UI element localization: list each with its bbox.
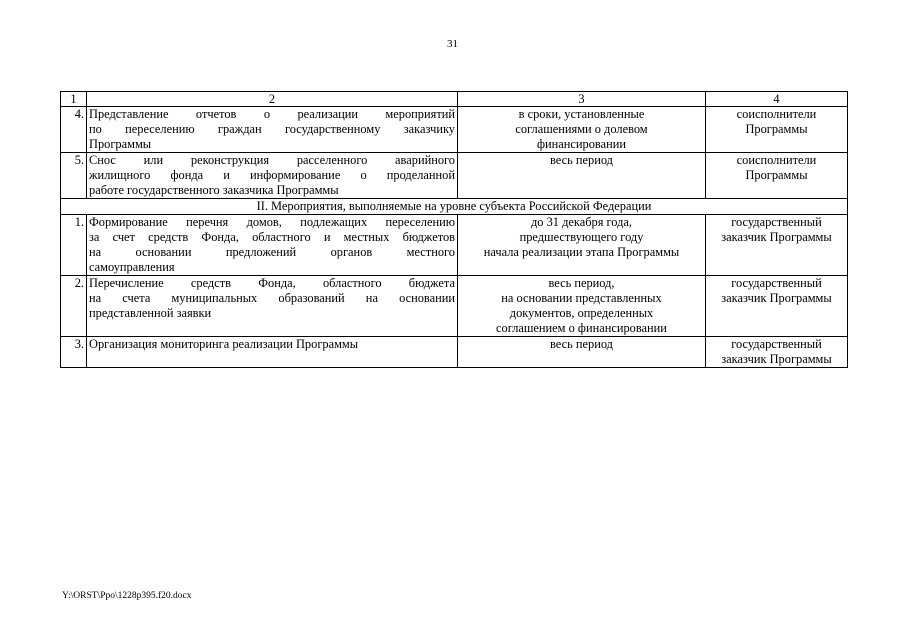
period-line: в сроки, установленные [518, 107, 645, 121]
period-line: на основании представленных [501, 291, 662, 305]
page-number: 31 [447, 38, 458, 50]
description-line: на основании предложений органов местного [89, 245, 455, 259]
table-row [61, 337, 848, 368]
responsible-party [706, 215, 848, 276]
period-line: весь период [550, 153, 613, 167]
description-line: жилищного фонда и информирование о проделанной [89, 168, 455, 182]
table-row [61, 276, 848, 337]
responsible-line: Программы [745, 168, 808, 182]
period-line: весь период, [548, 276, 615, 290]
responsible-line: заказчик Программы [721, 230, 832, 244]
section-title: II. Мероприятия, выполняемые на уровне субъекта Российской Федерации [61, 199, 848, 215]
responsible-line: заказчик Программы [721, 291, 832, 305]
description-line: Программы [89, 137, 152, 151]
description-line: на счета муниципальных образований на основании [89, 291, 455, 305]
description-line: Формирование перечня домов, подлежащих переселению [89, 215, 455, 229]
responsible-line: государственный [731, 337, 822, 351]
execution-period [458, 153, 706, 199]
period-line: предшествующего году [519, 230, 644, 244]
row-number: 5. [61, 153, 87, 199]
measure-description [87, 153, 458, 199]
measures-table [60, 91, 848, 368]
measure-description [87, 215, 458, 276]
period-line: документов, определенных [509, 306, 654, 320]
column-header: 3 [458, 92, 706, 107]
row-number: 3. [61, 337, 87, 368]
column-header: 4 [706, 92, 848, 107]
column-header: 1 [61, 92, 87, 107]
responsible-party [706, 276, 848, 337]
responsible-party [706, 153, 848, 199]
measure-description [87, 107, 458, 153]
description-line: самоуправления [89, 260, 175, 274]
table-row [61, 153, 848, 199]
responsible-line: соисполнители [736, 107, 817, 121]
description-line: Организация мониторинга реализации Программы [89, 337, 359, 351]
description-line: Представление отчетов о реализации мероприятий [89, 107, 455, 121]
execution-period [458, 107, 706, 153]
responsible-line: государственный [731, 215, 822, 229]
column-header: 2 [87, 92, 458, 107]
measure-description [87, 276, 458, 337]
period-line: финансировании [536, 137, 627, 151]
section-heading-row [61, 199, 848, 215]
responsible-line: государственный [731, 276, 822, 290]
execution-period [458, 276, 706, 337]
table-row [61, 107, 848, 153]
responsible-party [706, 107, 848, 153]
description-line: представленной заявки [89, 306, 212, 320]
measure-description [87, 337, 458, 368]
period-line: соглашением о финансировании [496, 321, 667, 335]
responsible-line: Программы [745, 122, 808, 136]
row-number: 4. [61, 107, 87, 153]
period-line: до 31 декабря года, [530, 215, 633, 229]
row-number: 1. [61, 215, 87, 276]
table-row [61, 215, 848, 276]
responsible-line: соисполнители [736, 153, 817, 167]
period-line: весь период [550, 337, 613, 351]
period-line: начала реализации этапа Программы [483, 245, 680, 259]
execution-period [458, 337, 706, 368]
description-line: работе государственного заказчика Программы [89, 183, 339, 197]
footer-file-path: Y:\ORST\Ppo\1228p395.f20.docx [62, 591, 192, 601]
row-number: 2. [61, 276, 87, 337]
description-line: по переселению граждан государственному заказчику [89, 122, 455, 136]
responsible-line: заказчик Программы [721, 352, 832, 366]
execution-period [458, 215, 706, 276]
responsible-party [706, 337, 848, 368]
description-line: Перечисление средств Фонда, областного бюджета [89, 276, 455, 290]
table-header-row [61, 92, 848, 107]
description-line: за счет средств Фонда, областного и местных бюджетов [89, 230, 455, 244]
description-line: Снос или реконструкция расселенного аварийного [89, 153, 455, 167]
period-line: соглашениями о долевом [515, 122, 648, 136]
